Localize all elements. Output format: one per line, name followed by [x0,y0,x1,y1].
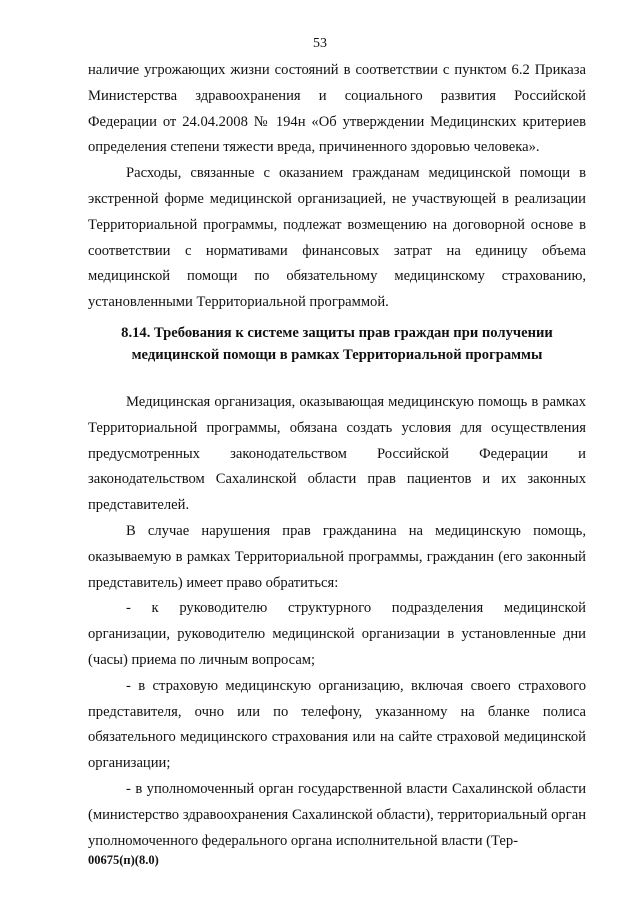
paragraph-continuation: наличие угрожающих жизни состояний в соответствии с пунктом 6.2 Приказа Министерства здравоохранения и социального развития Российской Федерации от 24.04.2008 № 194н «Об утверждении Медицинских критериев определения степени тяжести вреда, причиненного здоровью человека». [88,62,586,156]
paragraph-rights-violation: В случае нарушения прав гражданина на медицинскую помощь, оказываемую в рамках Территориальной программы, гражданин (его законный представитель) имеет право обратиться: [88,522,586,591]
list-item-department-head: - к руководителю структурного подразделения медицинской организации, руководителю медицинской организации в установленные дни (часы) приема по личным вопросам; [88,600,586,668]
list-item-authorized-body: - в уполномоченный орган государственной власти Сахалинской области (министерство здравоохранения Сахалинской области), территориальный орган уполномоченного федерального органа исполнительной власти (Тер- [88,780,586,849]
page-number: 53 [313,36,327,51]
document-body [88,58,586,854]
document-code: 00675(п)(8.0) [88,853,159,867]
section-heading: 8.14. Требования к системе защиты прав граждан при получении медицинской помощи в рамках Территориальной программы [121,324,553,363]
list-item-insurance-organization: - в страховую медицинскую организацию, включая своего страхового представителя, очно или по телефону, указанному на бланке полиса обязательного медицинского страхования или на сайте страховой медицинской организации; [88,677,586,772]
paragraph-expenses: Расходы, связанные с оказанием гражданам медицинской помощи в экстренной форме медицинской организацией, не участвующей в реализации Территориальной программы, подлежат возмещению на договорной основе в соответствии с нормативами финансовых затрат на единицу объема медицинской помощи по обязательному медицинскому страхованию, установленными Территориальной программой. [88,165,586,311]
paragraph-medical-organization: Медицинская организация, оказывающая медицинскую помощь в рамках Территориальной программы, обязана создать условия для осуществления предусмотренных законодательством Российской Федерации и законодательством Сахалинской области прав пациентов и их законных представителей. [88,393,586,514]
